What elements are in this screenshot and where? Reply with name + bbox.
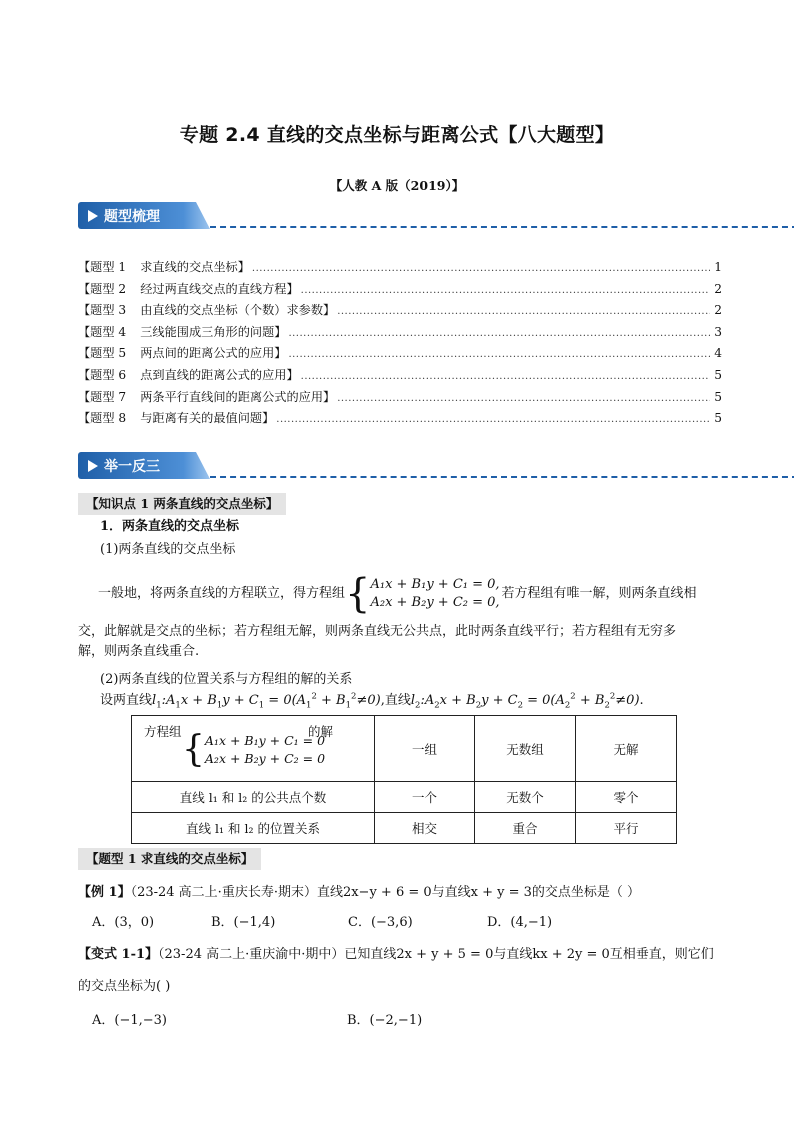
variant-question	[78, 946, 714, 964]
table-cell: 零个	[576, 782, 677, 813]
toc-page-number: 2	[714, 281, 722, 296]
dashed-divider	[210, 226, 794, 228]
paragraph-text: 交，此解就是交点的坐标；若方程组无解，则两条直线无公共点，此时两条直线平行；若方程组有无穷多	[78, 624, 677, 639]
toc-number: 【题型 8	[78, 411, 127, 426]
table-cell: 相交	[375, 813, 475, 844]
toc-page-number: 1	[714, 260, 722, 274]
toc-item[interactable]	[78, 301, 722, 323]
toc-text: 经过两直线交点的直线方程】	[140, 281, 299, 296]
toc-label	[78, 280, 299, 297]
play-arrow-icon	[88, 460, 98, 472]
toc-text: 与距离有关的最值问题】	[140, 411, 275, 426]
page-title: 专题 2.4 直线的交点坐标与距离公式【八大题型】	[179, 124, 615, 146]
toc-leader-dots	[252, 263, 710, 274]
toc-number: 【题型 7	[78, 389, 127, 404]
toc-item[interactable]	[78, 344, 722, 366]
table-cell: 一组	[375, 716, 475, 782]
brace-symbol: {	[182, 729, 205, 770]
subheading: (2)两条直线的位置关系与方程组的解的关系	[100, 672, 353, 687]
table-row	[132, 782, 677, 813]
equation-system	[205, 732, 325, 768]
toc-label	[78, 258, 250, 275]
paragraph-text: 一般地，将两条直线的方程联立，得方程组	[98, 586, 346, 601]
table-row-label: 直线 l₁ 和 l₂ 的位置关系	[132, 813, 375, 844]
toc-leader-dots	[301, 285, 710, 296]
toc-text: 点到直线的距离公式的应用】	[140, 367, 299, 382]
dashed-divider	[210, 476, 794, 478]
toc-text: 两点间的距离公式的应用】	[140, 346, 287, 361]
formula: $l_2:A_2x + B_2y + C_2 = 0(A_2^2 + B_2^2\ne 0)$	[410, 691, 640, 711]
toc-text: 三线能围成三角形的问题】	[140, 324, 287, 339]
equation: A₂x + B₂y + C₂ = 0	[204, 751, 326, 766]
toc-number: 【题型 1	[78, 260, 127, 274]
option-b: B．(−2,−1)	[347, 1013, 423, 1028]
equation: A₂x + B₂y + C₂ = 0,	[370, 595, 500, 610]
header-text: 方程组	[144, 724, 182, 739]
table-cell: 重合	[475, 813, 576, 844]
paragraph	[78, 571, 728, 617]
section-banner-outline	[78, 202, 794, 229]
toc-item[interactable]	[78, 323, 722, 345]
table-cell: 无解	[576, 716, 677, 782]
toc-number: 【题型 2	[78, 281, 127, 296]
toc-item[interactable]	[78, 280, 722, 302]
toc-item[interactable]	[78, 366, 722, 388]
toc-label	[78, 366, 299, 383]
question-text: （23-24 高二上·重庆渝中·期中）已知直线2x + y + 5 = 0与直线kx + 2y = 0互相垂直，则它们	[158, 947, 714, 962]
table-of-contents	[78, 258, 722, 431]
toc-leader-dots	[288, 349, 710, 360]
table-cell: 一个	[375, 782, 475, 813]
line-definition	[100, 692, 644, 710]
subheading: 1．两条直线的交点坐标	[100, 519, 240, 534]
toc-number: 【题型 6	[78, 367, 127, 382]
header-text: 的解	[308, 724, 334, 739]
relationship-table	[131, 715, 677, 844]
toc-page-number: 5	[714, 367, 722, 382]
text: 设两直线	[100, 693, 153, 708]
toc-leader-dots	[276, 414, 710, 425]
equation: A₁x + B₁y + C₁ = 0,	[370, 577, 500, 592]
option-a: A．(3，0)	[92, 915, 155, 930]
example-question	[78, 884, 640, 902]
edition-label: 【人教 A 版（2019）】	[329, 178, 465, 193]
option-d: D．(4,−1)	[487, 915, 553, 930]
text: .	[639, 693, 644, 708]
table-row	[132, 716, 677, 782]
subheading: (1)两条直线的交点坐标	[100, 542, 236, 557]
toc-text: 求直线的交点坐标】	[140, 260, 250, 274]
toc-label	[78, 409, 274, 426]
banner-title: 题型梳理	[104, 209, 160, 225]
text: ,直线	[380, 693, 411, 708]
table-header-cell	[132, 716, 375, 782]
toc-label	[78, 301, 335, 318]
toc-page-number: 5	[714, 389, 722, 404]
topic-heading: 【题型 1 求直线的交点坐标】	[78, 848, 261, 870]
toc-item[interactable]	[78, 258, 722, 280]
toc-leader-dots	[337, 306, 710, 317]
knowledge-heading: 【知识点 1 两条直线的交点坐标】	[78, 493, 286, 515]
toc-leader-dots	[301, 371, 710, 382]
formula: $l_1:A_1x + B_1y + C_1 = 0(A_1^2 + B_1^2\ne 0)$	[152, 691, 381, 711]
toc-page-number: 3	[714, 324, 722, 339]
toc-page-number: 5	[714, 411, 722, 426]
toc-leader-dots	[288, 328, 710, 339]
toc-page-number: 2	[714, 303, 722, 318]
toc-page-number: 4	[714, 346, 722, 361]
option-b: B．(−1,4)	[211, 915, 276, 930]
example-label: 【例 1】	[78, 885, 131, 900]
brace-symbol: {	[345, 571, 371, 617]
toc-item[interactable]	[78, 388, 722, 410]
toc-label	[78, 344, 286, 361]
play-arrow-icon	[88, 210, 98, 222]
variant-label: 【变式 1-1】	[78, 947, 159, 962]
toc-text: 由直线的交点坐标（个数）求参数】	[140, 303, 336, 318]
banner-title: 举一反三	[104, 459, 160, 475]
toc-leader-dots	[337, 393, 710, 404]
equation-system	[370, 576, 499, 612]
option-a: A．(−1,−3)	[92, 1013, 167, 1028]
toc-number: 【题型 5	[78, 346, 127, 361]
question-text: （23-24 高二上·重庆长寿·期末）直线2x−y + 6 = 0与直线x + y = 3的交点坐标是（ ）	[130, 885, 641, 900]
toc-label	[78, 323, 286, 340]
toc-number: 【题型 3	[78, 303, 127, 318]
section-banner-examples	[78, 452, 794, 479]
table-row	[132, 813, 677, 844]
option-c: C．(−3,6)	[348, 915, 413, 930]
table-cell: 无数组	[475, 716, 576, 782]
toc-text: 两条平行直线间的距离公式的应用】	[140, 389, 336, 404]
toc-item[interactable]	[78, 409, 722, 431]
equation: A₁x + B₁y + C₁ = 0	[204, 733, 326, 748]
table-cell: 平行	[576, 813, 677, 844]
question-text: 的交点坐标为( )	[78, 979, 171, 994]
paragraph-text: 解，则两条直线重合.	[78, 644, 200, 659]
toc-number: 【题型 4	[78, 324, 127, 339]
paragraph-text: 若方程组有唯一解，则两条直线相	[501, 586, 697, 601]
table-row-label: 直线 l₁ 和 l₂ 的公共点个数	[132, 782, 375, 813]
toc-label	[78, 388, 335, 405]
table-cell: 无数个	[475, 782, 576, 813]
